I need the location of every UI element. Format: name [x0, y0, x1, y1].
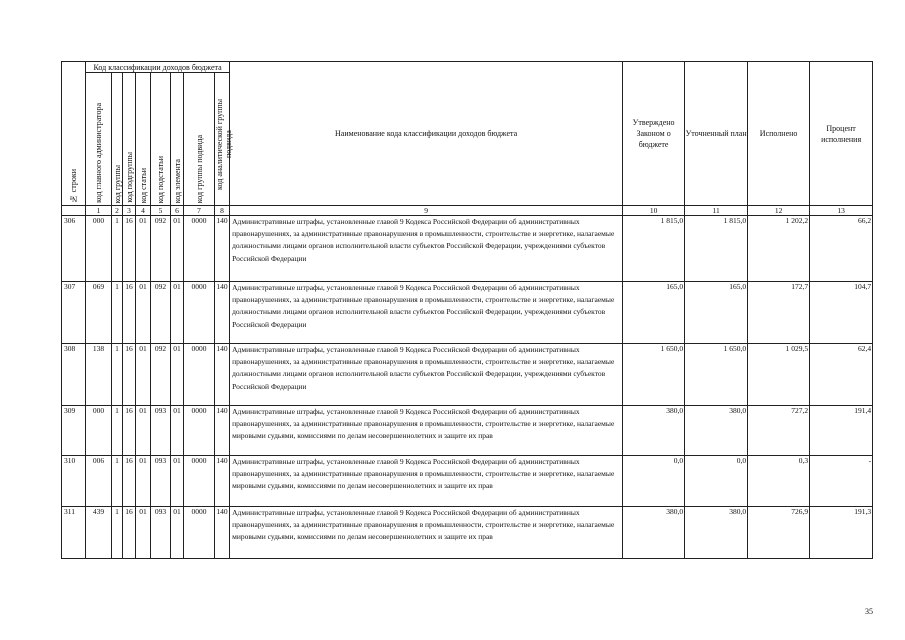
- cell-subarticle: 093: [151, 406, 171, 456]
- cell-percent: 191,4: [810, 406, 873, 456]
- column-number: 5: [151, 206, 171, 216]
- header-analytic-group: код аналитической группы подвида: [215, 73, 230, 206]
- cell-row-number: 307: [62, 282, 86, 344]
- cell-percent: 62,4: [810, 344, 873, 406]
- cell-subtype: 0000: [184, 282, 215, 344]
- cell-subgroup: 16: [123, 507, 136, 559]
- cell-refined: 1 650,0: [685, 344, 748, 406]
- page-number: 35: [865, 607, 873, 616]
- header-classification-group: Код классификации доходов бюджета: [86, 62, 230, 73]
- cell-element: 01: [171, 406, 184, 456]
- cell-refined: 380,0: [685, 507, 748, 559]
- cell-percent: 66,2: [810, 216, 873, 282]
- column-number: 9: [230, 206, 623, 216]
- table-row: [62, 406, 873, 456]
- cell-admin: 000: [86, 406, 112, 456]
- cell-group: 1: [112, 507, 123, 559]
- cell-executed: 727,2: [748, 406, 810, 456]
- cell-group: 1: [112, 406, 123, 456]
- cell-approved: 165,0: [623, 282, 685, 344]
- cell-article: 01: [136, 406, 151, 456]
- cell-element: 01: [171, 507, 184, 559]
- column-number: 1: [86, 206, 112, 216]
- cell-name: Административные штрафы, установленные главой 9 Кодекса Российской Федерации об административных правонарушениях, за административные правонарушения в промышленности, строительстве и энергетике, налагаемые мировыми судьями, комиссиями по делам несовершеннолетних и защите их прав: [230, 507, 623, 559]
- header-admin: код главного администратора: [86, 73, 112, 206]
- cell-name: Административные штрафы, установленные главой 9 Кодекса Российской Федерации об административных правонарушениях, за административные правонарушения в промышленности, строительстве и энергетике, налагаемые мировыми судьями, комиссиями по делам несовершеннолетних и защите их прав: [230, 406, 623, 456]
- cell-subtype: 0000: [184, 507, 215, 559]
- cell-approved: 1 650,0: [623, 344, 685, 406]
- table-row: [62, 282, 873, 344]
- cell-row-number: 308: [62, 344, 86, 406]
- cell-analytic: 140: [215, 406, 230, 456]
- column-number-row: [62, 206, 873, 216]
- cell-row-number: 306: [62, 216, 86, 282]
- cell-name: Административные штрафы, установленные главой 9 Кодекса Российской Федерации об административных правонарушениях, за административные правонарушения в промышленности, строительстве и энергетике, налагаемые должностными лицами органов исполнительной власти субъектов Российской Федерации, учреждениями субъектов Российской Федерации: [230, 344, 623, 406]
- column-number: 11: [685, 206, 748, 216]
- column-number: 2: [112, 206, 123, 216]
- cell-row-number: 311: [62, 507, 86, 559]
- cell-analytic: 140: [215, 507, 230, 559]
- cell-subarticle: 093: [151, 456, 171, 507]
- table-row: [62, 456, 873, 507]
- cell-element: 01: [171, 282, 184, 344]
- cell-analytic: 140: [215, 344, 230, 406]
- header-approved: Утверждено Законом о бюджете: [623, 62, 685, 206]
- cell-admin: 006: [86, 456, 112, 507]
- header-element: код элемента: [171, 73, 184, 206]
- cell-group: 1: [112, 344, 123, 406]
- cell-element: 01: [171, 216, 184, 282]
- cell-subarticle: 092: [151, 344, 171, 406]
- header-row-number: № строки: [62, 62, 86, 206]
- column-number: 10: [623, 206, 685, 216]
- cell-refined: 380,0: [685, 406, 748, 456]
- cell-subgroup: 16: [123, 282, 136, 344]
- cell-subtype: 0000: [184, 406, 215, 456]
- cell-executed: 172,7: [748, 282, 810, 344]
- cell-admin: 069: [86, 282, 112, 344]
- cell-subtype: 0000: [184, 344, 215, 406]
- cell-row-number: 309: [62, 406, 86, 456]
- cell-approved: 0,0: [623, 456, 685, 507]
- cell-subgroup: 16: [123, 216, 136, 282]
- cell-executed: 726,9: [748, 507, 810, 559]
- header-subgroup: код подгруппы: [123, 73, 136, 206]
- cell-article: 01: [136, 216, 151, 282]
- column-number: 13: [810, 206, 873, 216]
- cell-subtype: 0000: [184, 456, 215, 507]
- cell-refined: 0,0: [685, 456, 748, 507]
- header-article: код статьи: [136, 73, 151, 206]
- column-number: 7: [184, 206, 215, 216]
- header-refined: Уточненный план: [685, 62, 748, 206]
- cell-subarticle: 092: [151, 282, 171, 344]
- cell-analytic: 140: [215, 456, 230, 507]
- budget-table: [61, 61, 873, 559]
- cell-name: Административные штрафы, установленные главой 9 Кодекса Российской Федерации об административных правонарушениях, за административные правонарушения в промышленности, строительстве и энергетике, налагаемые должностными лицами органов исполнительной власти субъектов Российской Федерации, учреждениями субъектов Российской Федерации: [230, 282, 623, 344]
- cell-percent: 104,7: [810, 282, 873, 344]
- cell-article: 01: [136, 456, 151, 507]
- cell-name: Административные штрафы, установленные главой 9 Кодекса Российской Федерации об административных правонарушениях, за административные правонарушения в промышленности, строительстве и энергетике, налагаемые должностными лицами органов исполнительной власти субъектов Российской Федерации, учреждениями субъектов Российской Федерации: [230, 216, 623, 282]
- cell-refined: 1 815,0: [685, 216, 748, 282]
- cell-approved: 380,0: [623, 507, 685, 559]
- column-number: 4: [136, 206, 151, 216]
- cell-name: Административные штрафы, установленные главой 9 Кодекса Российской Федерации об административных правонарушениях, за административные правонарушения в промышленности, строительстве и энергетике, налагаемые мировыми судьями, комиссиями по делам несовершеннолетних и защите их прав: [230, 456, 623, 507]
- cell-percent: 191,3: [810, 507, 873, 559]
- column-number: [62, 206, 86, 216]
- header-subarticle: код подстатьи: [151, 73, 171, 206]
- header-subtype-group: код группы подвида: [184, 73, 215, 206]
- cell-approved: 1 815,0: [623, 216, 685, 282]
- header-group: код группы: [112, 73, 123, 206]
- cell-article: 01: [136, 507, 151, 559]
- cell-element: 01: [171, 344, 184, 406]
- table-row: [62, 344, 873, 406]
- header-percent: Процент исполнения: [810, 62, 873, 206]
- column-number: 8: [215, 206, 230, 216]
- cell-element: 01: [171, 456, 184, 507]
- cell-subgroup: 16: [123, 456, 136, 507]
- cell-subarticle: 093: [151, 507, 171, 559]
- column-number: 12: [748, 206, 810, 216]
- cell-article: 01: [136, 344, 151, 406]
- cell-row-number: 310: [62, 456, 86, 507]
- table-row: [62, 507, 873, 559]
- cell-subgroup: 16: [123, 344, 136, 406]
- table-row: [62, 216, 873, 282]
- cell-subtype: 0000: [184, 216, 215, 282]
- cell-executed: 1 202,2: [748, 216, 810, 282]
- cell-group: 1: [112, 456, 123, 507]
- cell-group: 1: [112, 216, 123, 282]
- header-name: Наименование кода классификации доходов бюджета: [230, 62, 623, 206]
- cell-executed: 0,3: [748, 456, 810, 507]
- cell-approved: 380,0: [623, 406, 685, 456]
- cell-analytic: 140: [215, 282, 230, 344]
- cell-admin: 000: [86, 216, 112, 282]
- cell-executed: 1 029,5: [748, 344, 810, 406]
- cell-refined: 165,0: [685, 282, 748, 344]
- column-number: 6: [171, 206, 184, 216]
- cell-percent: -: [810, 456, 873, 507]
- cell-article: 01: [136, 282, 151, 344]
- cell-subarticle: 092: [151, 216, 171, 282]
- cell-admin: 439: [86, 507, 112, 559]
- column-number: 3: [123, 206, 136, 216]
- cell-subgroup: 16: [123, 406, 136, 456]
- cell-admin: 138: [86, 344, 112, 406]
- cell-analytic: 140: [215, 216, 230, 282]
- cell-group: 1: [112, 282, 123, 344]
- header-executed: Исполнено: [748, 62, 810, 206]
